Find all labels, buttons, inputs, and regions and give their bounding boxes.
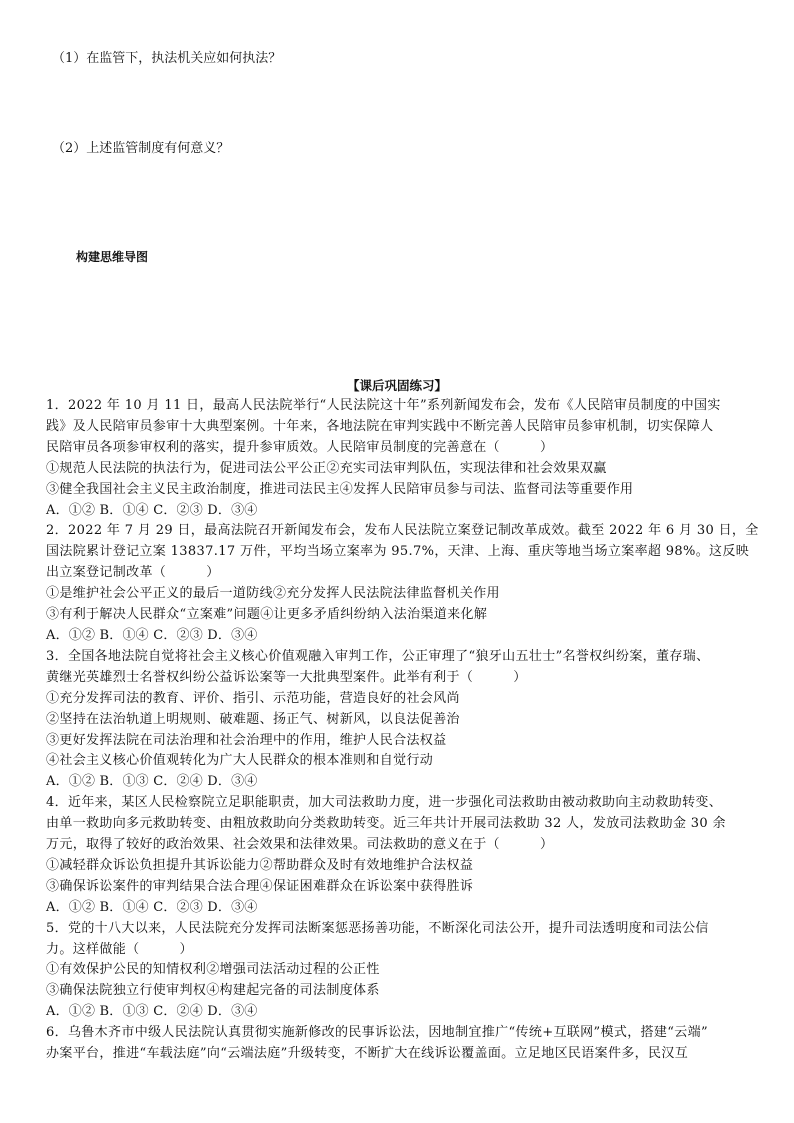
- q3-statement-1: ①充分发挥司法的教育、评价、指引、示范功能，营造良好的社会风尚: [46, 690, 460, 706]
- q4-statements-line-2: ③确保诉讼案件的审判结果合法合理④保证困难群众在诉讼案中获得胜诉: [46, 878, 474, 894]
- q6-stem-line-2: 办案平台，推进“车载法庭”向“云端法庭”升级转变，不断扩大在线诉讼覆盖面。立足地区民语案件多，民汉互: [46, 1046, 689, 1062]
- q3-statement-2: ②坚持在法治轨道上明规则、破难题、扬正气、树新风，以良法促善治: [46, 711, 460, 727]
- q1-stem-line-1: 1．2022 年 10 月 11 日，最高人民法院举行“人民法院这十年”系列新闻发布会，发布《人民陪审员制度的中国实: [46, 398, 721, 413]
- section-title: 【课后巩固练习】: [346, 378, 447, 393]
- q5-stem-line-2: 力。这样做能（ ）: [46, 941, 193, 957]
- q1-stem-line-2: 践》及人民陪审员参审十大典型案例。十年来，各地法院在审判实践中不断完善人民陪审员参审机制，切实保障人: [46, 418, 714, 434]
- question-1-prompt: （1）在监管下，执法机关应如何执法？: [52, 51, 282, 66]
- question-2-prompt: （2）上述监管制度有何意义？: [52, 141, 230, 156]
- q2-stem-line-3: 出立案登记制改革（ ）: [46, 565, 220, 581]
- q6-stem-line-1: 6．乌鲁木齐市中级人民法院认真贯彻实施新修改的民事诉讼法，因地制宜推广“传统+互联网”模式，搭建“云端”: [46, 1025, 708, 1041]
- q2-statements-line-1: ①是维护社会公平正义的最后一道防线②充分发挥人民法院法律监督机关作用: [46, 586, 500, 602]
- q5-statements-line-2: ③确保法院独立行使审判权④构建起完备的司法制度体系: [46, 983, 380, 999]
- q2-stem-line-1: 2．2022 年 7 月 29 日，最高法院召开新闻发布会，发布人民法院立案登记制改革成效。截至 2022 年 6 月 30 日，全: [46, 523, 759, 539]
- q4-stem-line-3: 万元，取得了较好的政治效果、社会效果和法律效果。司法救助的意义在于（ ）: [46, 837, 554, 853]
- q3-statement-4: ④社会主义核心价值观转化为广大人民群众的根本准则和自觉行动: [46, 753, 434, 769]
- q5-statements-line-1: ①有效保护公民的知情权利②增强司法活动过程的公正性: [46, 962, 380, 978]
- q1-stem-line-3: 民陪审员各项参审权利的落实，提升参审质效。人民陪审员制度的完善意在（ ）: [46, 439, 554, 455]
- q3-statement-3: ③更好发挥法院在司法治理和社会治理中的作用，维护人民合法权益: [46, 732, 447, 748]
- q1-statements-line-1: ①规范人民法院的执法行为，促进司法公平公正②充实司法审判队伍，实现法律和社会效果双赢: [46, 460, 607, 476]
- q3-stem-line-2: 黄继光英雄烈士名誉权纠纷公益诉讼案等一大批典型案件。此举有利于（ ）: [46, 669, 527, 685]
- q1-statements-line-2: ③健全我国社会主义民主政治制度，推进司法民主④发挥人民陪审员参与司法、监督司法等重要作用: [46, 481, 634, 497]
- q2-options: A．①② B．①④ C．②③ D．③④: [46, 627, 258, 643]
- q2-stem-line-2: 国法院累计登记立案 13837.17 万件，平均当场立案率为 95.7%，天津、上海、重庆等地当场立案率超 98%。这反映: [46, 544, 750, 560]
- q4-stem-line-2: 由单一救助向多元救助转变、由粗放救助向分类救助转变。近三年共计开展司法救助 32 人，发放司法救助金 30 余: [46, 816, 726, 832]
- q5-stem-line-1: 5．党的十八大以来，人民法院充分发挥司法断案惩恶扬善功能，不断深化司法公开，提升司法透明度和司法公信: [46, 920, 709, 936]
- q3-options: A．①② B．①③ C．②④ D．③④: [46, 774, 258, 790]
- q5-options: A．①② B．①③ C．②④ D．③④: [46, 1004, 258, 1020]
- q3-stem-line-1: 3．全国各地法院自觉将社会主义核心价值观融入审判工作，公正审理了“狼牙山五壮士”名誉权纠纷案，董存瑞、: [46, 648, 710, 664]
- mind-map-heading: 构建思维导图: [76, 250, 149, 264]
- exercise-list: [46, 396, 759, 1065]
- q4-options: A．①② B．①④ C．②③ D．③④: [46, 899, 258, 915]
- q4-stem-line-1: 4．近年来，某区人民检察院立足职能职责，加大司法救助力度，进一步强化司法救助由被动救助向主动救助转变、: [46, 795, 723, 811]
- q2-statements-line-2: ③有利于解决人民群众“立案难”问题④让更多矛盾纠纷纳入法治渠道来化解: [46, 607, 488, 623]
- q1-options: A．①② B．①④ C．②③ D．③④: [46, 502, 258, 518]
- q4-statements-line-1: ①减轻群众诉讼负担提升其诉讼能力②帮助群众及时有效地维护合法权益: [46, 857, 474, 873]
